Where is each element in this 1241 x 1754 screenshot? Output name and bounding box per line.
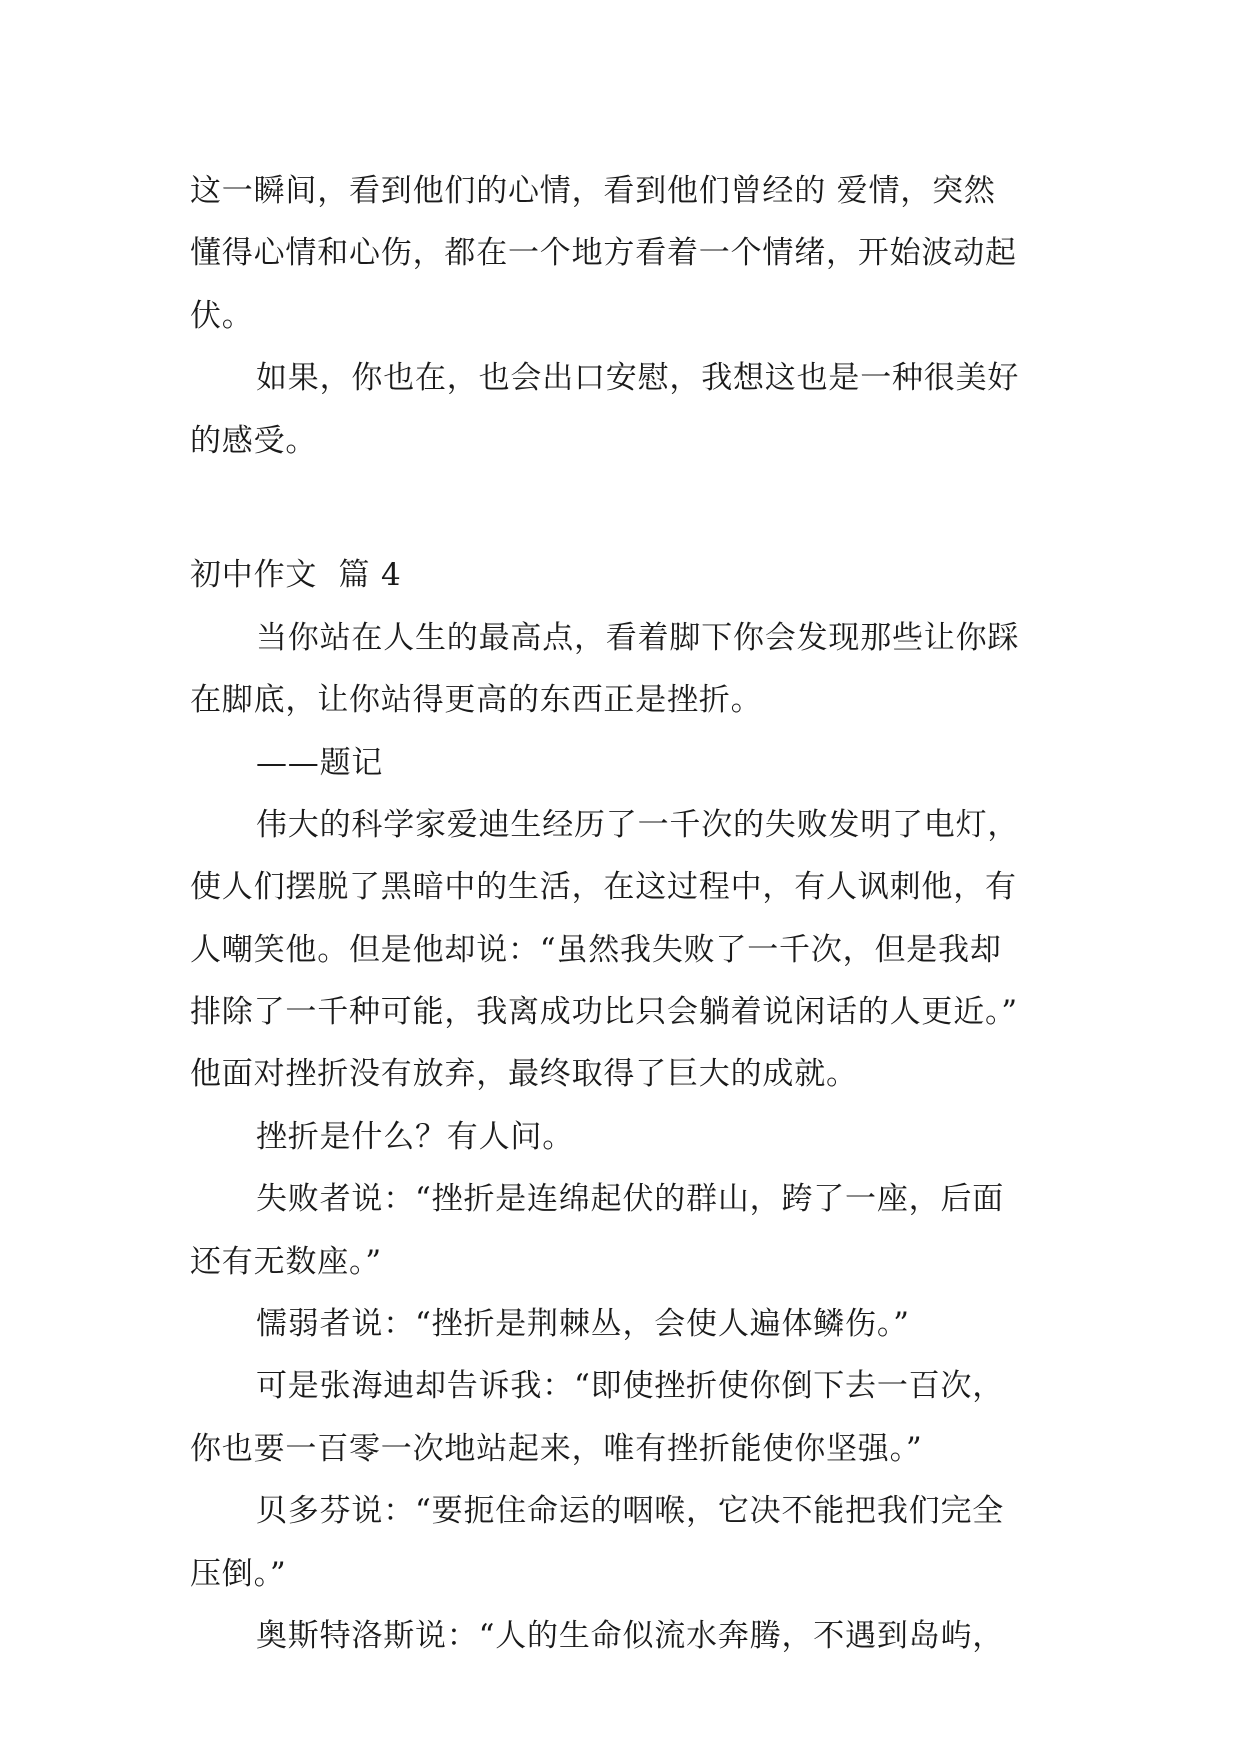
text-line: 使人们摆脱了黑暗中的生活，在这过程中，有人讽刺他，有 (190, 869, 1017, 906)
text-line: 在脚底，让你站得更高的东西正是挫折。 (190, 682, 763, 719)
document-page (190, 160, 1052, 1667)
text-line: 伟大的科学家爱迪生经历了一千次的失败发明了电灯， (256, 806, 1020, 843)
text-line: 你也要一百零一次地站起来，唯有挫折能使你坚强。” (190, 1430, 923, 1467)
text-line: 人嘲笑他。但是他却说：“虽然我失败了一千次，但是我却 (190, 931, 1002, 968)
text-line: 他面对挫折没有放弃，最终取得了巨大的成就。 (190, 1056, 858, 1093)
section-title: 初中作文 篇 4 (190, 557, 402, 594)
text-line: 压倒。” (190, 1555, 287, 1592)
essay-body (190, 607, 1052, 1668)
text-line: 贝多芬说：“要扼住命运的咽喉，它决不能把我们完全 (256, 1493, 1005, 1530)
text-line: 可是张海迪却告诉我：“即使挫折使你倒下去一百次， (256, 1368, 1005, 1405)
paragraph-intro (190, 160, 1052, 347)
text-line: 懂得心情和心伤，都在一个地方看着一个情绪，开始波动起 (190, 235, 1017, 272)
text-line: 还有无数座。” (190, 1243, 382, 1280)
text-line: 如果，你也在，也会出口安慰，我想这也是一种很美好 (256, 360, 1020, 397)
paragraph-intro-2 (190, 347, 1052, 472)
text-line: 的感受。 (190, 422, 318, 459)
text-line: 当你站在人生的最高点，看着脚下你会发现那些让你踩 (256, 619, 1020, 656)
text-line: 奥斯特洛斯说：“人的生命似流水奔腾，不遇到岛屿， (256, 1617, 1005, 1654)
text-line: ——题记 (256, 744, 384, 781)
text-line: 挫折是什么？有人问。 (256, 1118, 574, 1155)
text-line: 排除了一千种可能，我离成功比只会躺着说闲话的人更近。” (190, 994, 1018, 1031)
text-line: 懦弱者说：“挫折是荆棘丛，会使人遍体鳞伤。” (256, 1306, 910, 1343)
text-line: 伏。 (190, 297, 254, 334)
spacer (190, 472, 1052, 534)
text-line: 失败者说：“挫折是连绵起伏的群山，跨了一座，后面 (256, 1181, 1005, 1218)
text-line: 这一瞬间，看到他们的心情，看到他们曾经的 爱情，突然 (190, 173, 996, 209)
